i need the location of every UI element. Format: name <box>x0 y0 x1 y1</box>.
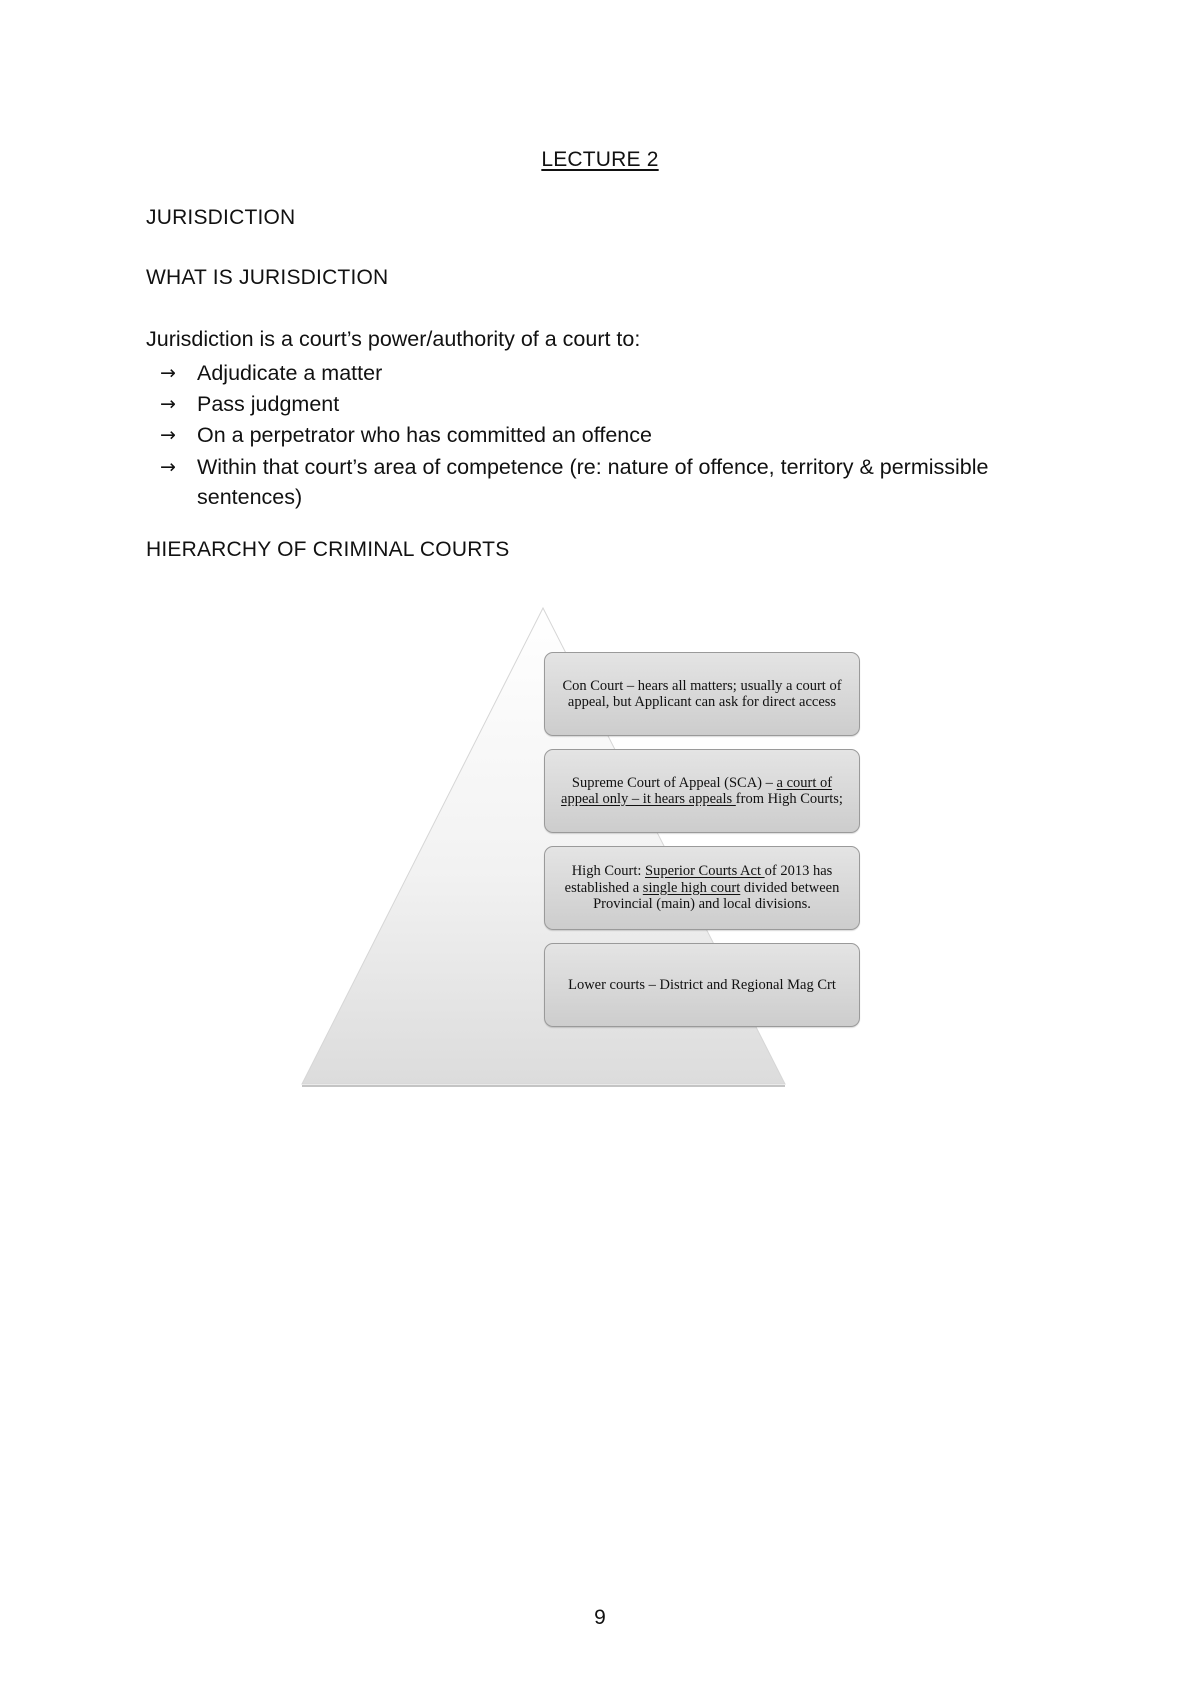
bullet-text: On a perpetrator who has committed an offence <box>197 423 652 447</box>
lower-courts-text: Lower courts – District and Regional Mag Crt <box>568 976 836 993</box>
lower-courts-box <box>544 943 860 1027</box>
sca-box <box>544 749 860 833</box>
page-title: LECTURE 2 <box>541 148 659 171</box>
hierarchy-heading: HIERARCHY OF CRIMINAL COURTS <box>146 538 510 561</box>
con-court-text: Con Court – hears all matters; usually a court of appeal, but Applicant can ask for direct access <box>562 677 842 710</box>
list-item <box>160 420 1060 451</box>
arrow-right-icon: → <box>160 393 176 415</box>
list-item <box>160 452 1060 512</box>
bullet-list <box>160 358 1060 512</box>
section-heading: JURISDICTION <box>146 206 296 229</box>
list-item <box>160 358 1060 389</box>
subheading: WHAT IS JURISDICTION <box>146 266 389 289</box>
bullet-text: Pass judgment <box>197 392 340 416</box>
court-hierarchy-diagram <box>200 600 1040 1100</box>
high-court-box <box>544 846 860 930</box>
list-item <box>160 389 1060 420</box>
arrow-right-icon: → <box>160 424 176 446</box>
con-court-box <box>544 652 860 736</box>
sca-text: Supreme Court of Appeal (SCA) – a court of appeal only – it hears appeals from High Courts; <box>561 774 843 807</box>
arrow-right-icon: → <box>160 456 176 478</box>
page-number: 9 <box>594 1606 606 1629</box>
arrow-right-icon: → <box>160 362 176 384</box>
high-court-text: High Court: Superior Courts Act of 2013 has established a single high court divided between Provincial (main) and local divisions. <box>564 863 840 913</box>
intro-text: Jurisdiction is a court’s power/authority of a court to: <box>146 327 641 351</box>
bullet-text: Adjudicate a matter <box>197 361 383 385</box>
bullet-text: Within that court’s area of competence (re: nature of offence, territory & permissible sentences) <box>197 455 989 509</box>
